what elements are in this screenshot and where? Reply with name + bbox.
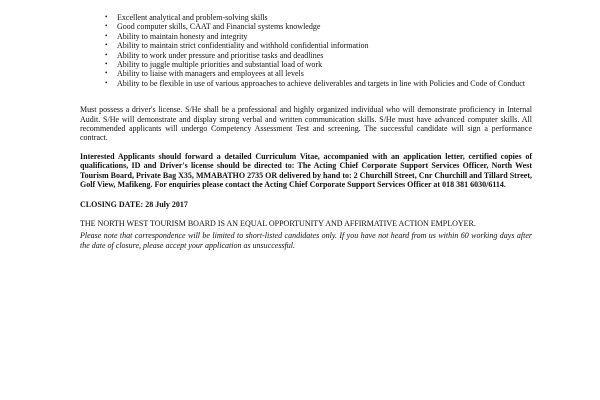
equal-opportunity-statement: THE NORTH WEST TOURISM BOARD IS AN EQUAL OPPORTUNITY AND AFFIRMATIVE ACTION EMPLOYER. xyxy=(80,218,476,228)
bullet-icon: • xyxy=(105,60,108,69)
requirement-text: Excellent analytical and problem-solving skills xyxy=(117,13,268,22)
list-item xyxy=(105,69,532,78)
application-instructions: Interested Applicants should forward a detailed Curriculum Vitae, accompanied with an application letter, certified copies of qualifications, ID and Driver's license should be directed to: The Acting Chief Corporate Support Services Officer, North West Tourism Board, Private Bag X35, MMABATHO 2735 OR delivered by hand to: 2 Churchill Street, Cnr Churchill and Tillard Street, Golf View, Mafikeng. For enquiries please contact the Acting Chief Corporate Support Services Officer at 018 381 6030/6114. xyxy=(80,151,532,190)
bullet-icon: • xyxy=(105,78,108,87)
requirements-list xyxy=(105,13,532,88)
list-item xyxy=(105,22,532,31)
requirement-text: Ability to work under pressure and prioritise tasks and deadlines xyxy=(117,50,324,60)
closing-date: CLOSING DATE: 28 July 2017 xyxy=(80,199,188,209)
bullet-icon: • xyxy=(105,41,108,50)
list-item xyxy=(105,41,532,50)
list-item xyxy=(105,60,532,69)
requirement-text: Ability to be flexible in use of various approaches to achieve deliverables and targets in line with Policies and Code of Conduct xyxy=(117,78,525,88)
list-item xyxy=(105,51,532,60)
requirement-text: Ability to maintain honesty and integrity xyxy=(117,31,248,41)
document-content xyxy=(80,13,532,250)
requirement-text: Ability to juggle multiple priorities and substantial load of work xyxy=(117,60,323,70)
requirements-paragraph: Must possess a driver's license. S/He shall be a professional and highly organized individual who will demonstrate proficiency in Internal Audit. S/He will demonstrate and display strong verbal and written communication skills. S/He must have advanced computer skills. All recommended applicants will undergo Competency Assessment Test and screening. The successful candidate will sign a performance contract. xyxy=(80,105,532,143)
list-item xyxy=(105,79,532,88)
bullet-icon: • xyxy=(105,13,108,21)
requirement-text: Ability to maintain strict confidentiality and withhold confidential information xyxy=(117,41,369,51)
correspondence-note: Please note that correspondence will be limited to short-listed candidates only. If you have not heard from us within 60 working days after the date of closure, please accept your application as unsuccessful. xyxy=(80,231,532,250)
list-item xyxy=(105,32,532,41)
list-item xyxy=(105,13,532,22)
requirement-text: Ability to liaise with managers and employees at all levels xyxy=(117,69,304,79)
requirement-text: Good computer skills, CAAT and Financial systems knowledge xyxy=(117,22,321,32)
bullet-icon: • xyxy=(105,69,108,78)
bullet-icon: • xyxy=(105,22,108,31)
bullet-icon: • xyxy=(105,31,108,40)
bullet-icon: • xyxy=(105,50,108,59)
